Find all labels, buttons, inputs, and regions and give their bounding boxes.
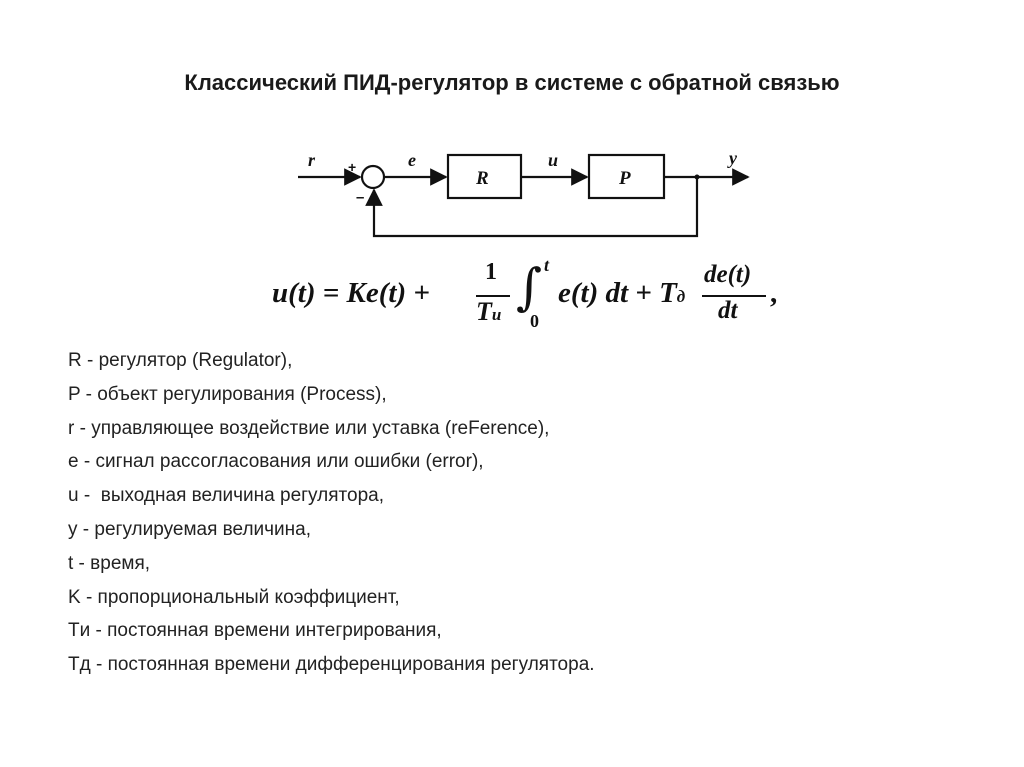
formula-lhs: u(t) = Ke(t) +: [272, 277, 430, 309]
frac1-denominator: Tи: [476, 297, 502, 326]
definition-item: y - регулируемая величина,: [68, 518, 312, 540]
minus-sign: –: [356, 189, 365, 206]
signal-y-label: y: [729, 148, 737, 168]
integral-upper-limit: t: [544, 255, 550, 275]
regulator-label: R: [476, 168, 489, 189]
plus-sign: +: [348, 159, 357, 175]
definition-item: e - сигнал рассогласования или ошибки (error),: [68, 451, 484, 473]
definitions-list: [68, 344, 968, 682]
integral-sign: ∫: [516, 258, 543, 316]
integral-lower-limit: 0: [530, 311, 539, 331]
integral-body: e(t) dt + Tд: [558, 277, 686, 309]
definition-item: Tд - постоянная времени дифференцирования регулятора.: [68, 654, 595, 676]
definition-item: R - регулятор (Regulator),: [68, 350, 293, 371]
signal-r-label: r: [308, 150, 316, 170]
feedback-block-diagram: [280, 130, 780, 250]
definition-item: t - время,: [68, 552, 151, 574]
frac2-numerator: de(t): [704, 261, 752, 288]
signal-e-label: e: [408, 150, 416, 170]
definition-item: u - выходная величина регулятора,: [68, 485, 384, 507]
definition-item: P - объект регулирования (Process),: [68, 383, 387, 405]
frac2-denominator: dt: [718, 297, 738, 324]
summing-junction: [362, 166, 384, 188]
definition-item: r - управляющее воздействие или уставка (reFerence),: [68, 417, 550, 439]
pid-formula: [272, 255, 792, 335]
slide-title: Классический ПИД-регулятор в системе с обратной связью: [184, 70, 840, 95]
process-label: P: [619, 168, 631, 189]
definition-item: K - пропорциональный коэффициент,: [68, 586, 400, 608]
definition-item: Tи - постоянная времени интегрирования,: [68, 620, 442, 642]
frac1-numerator: 1: [485, 259, 497, 285]
formula-tail: ,: [770, 277, 778, 309]
signal-u-label: u: [548, 150, 559, 170]
